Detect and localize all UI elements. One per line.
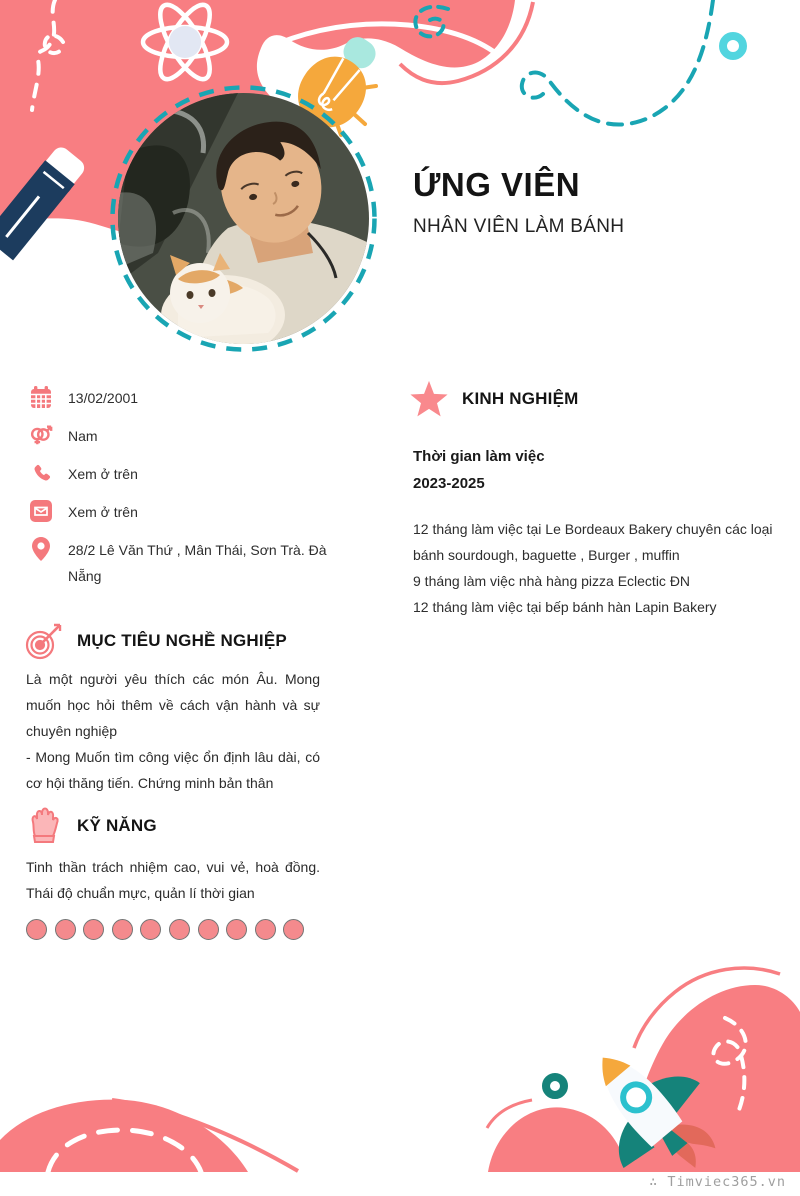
objective-text bbox=[26, 666, 320, 796]
star-icon bbox=[409, 379, 449, 419]
gender-value: Nam bbox=[68, 428, 98, 444]
objective-paragraph: - Mong Muốn tìm công việc ổn định lâu dài, có cơ hội thăng tiến. Chứng minh bản thân bbox=[26, 749, 320, 791]
gender-icon bbox=[29, 423, 53, 447]
site-watermark: ∴ Timviec365.vn bbox=[649, 1174, 786, 1190]
skill-dot bbox=[83, 919, 104, 940]
teal-donut-icon bbox=[723, 36, 743, 56]
experience-period bbox=[413, 443, 545, 497]
skill-dot bbox=[55, 919, 76, 940]
skill-dot bbox=[198, 919, 219, 940]
skill-dot bbox=[112, 919, 133, 940]
skill-dot bbox=[255, 919, 276, 940]
skills-heading: KỸ NĂNG bbox=[77, 816, 157, 835]
phone-icon bbox=[29, 461, 53, 485]
contact-row-address bbox=[29, 537, 359, 589]
calendar-icon bbox=[29, 385, 53, 409]
experience-detail: 12 tháng làm việc tại bếp bánh hàn Lapin Bakery bbox=[413, 599, 717, 615]
experience-details bbox=[413, 516, 793, 620]
objective-paragraph: Là một người yêu thích các món Âu. Mong muốn học hỏi thêm về cách vận hành và sự chuyên nghiệp bbox=[26, 671, 320, 739]
candidate-job-title: NHÂN VIÊN LÀM BÁNH bbox=[413, 216, 625, 237]
address-value: 28/2 Lê Văn Thứ , Mân Thái, Sơn Trà. Đà Nẵng bbox=[68, 542, 327, 584]
skills-section-header bbox=[24, 806, 157, 846]
experience-period-label: Thời gian làm việc bbox=[413, 448, 545, 465]
teal-donut-bottom-icon bbox=[546, 1077, 564, 1095]
location-icon bbox=[29, 537, 53, 561]
experience-detail: 12 tháng làm việc tại Le Bordeaux Bakery chuyên các loại bánh sourdough, baguette , Burger , muffin bbox=[413, 521, 773, 563]
skill-dot bbox=[26, 919, 47, 940]
photo-dashed-ring bbox=[105, 80, 382, 357]
experience-section-header bbox=[409, 379, 578, 419]
skill-dots bbox=[26, 919, 304, 940]
email-icon bbox=[29, 499, 53, 523]
skill-dot bbox=[140, 919, 161, 940]
experience-heading: KINH NGHIỆM bbox=[462, 389, 579, 408]
skills-text: Tinh thần trách nhiệm cao, vui vẻ, hoà đồng. Thái độ chuẩn mực, quản lí thời gian bbox=[26, 859, 320, 901]
contact-row-birthday bbox=[29, 385, 359, 411]
email-value: Xem ở trên bbox=[68, 504, 138, 520]
contact-row-email bbox=[29, 499, 359, 525]
birthday-value: 13/02/2001 bbox=[68, 390, 139, 406]
contact-row-gender bbox=[29, 423, 359, 449]
phone-value: Xem ở trên bbox=[68, 466, 138, 482]
experience-period-value: 2023-2025 bbox=[413, 475, 485, 492]
experience-detail: 9 tháng làm việc nhà hàng pizza Eclectic ĐN bbox=[413, 573, 691, 589]
skill-dot bbox=[226, 919, 247, 940]
teal-dashed-curve bbox=[522, 0, 713, 125]
candidate-name: ỨNG VIÊN bbox=[413, 166, 581, 203]
bottom-left-blob bbox=[0, 1100, 248, 1172]
objective-section-header bbox=[24, 621, 287, 661]
contact-row-phone bbox=[29, 461, 359, 487]
target-dart-icon bbox=[24, 621, 64, 661]
contact-list bbox=[29, 385, 359, 601]
skill-dot bbox=[169, 919, 190, 940]
skill-dot bbox=[283, 919, 304, 940]
hand-icon bbox=[24, 806, 64, 846]
objective-heading: MỤC TIÊU NGHỀ NGHIỆP bbox=[77, 631, 287, 650]
